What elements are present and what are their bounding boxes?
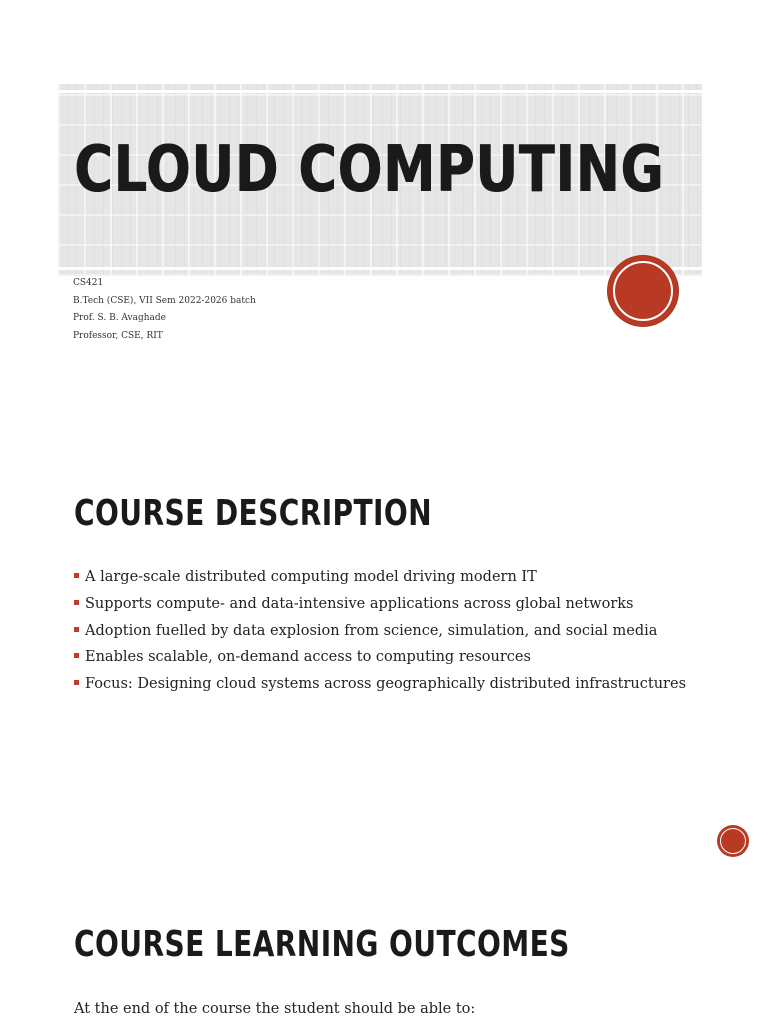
bullet-square-icon <box>74 573 79 578</box>
bullet-square-icon <box>74 600 79 605</box>
decorative-badge-large <box>608 256 678 326</box>
badge-ring <box>720 828 746 854</box>
bullet-text: Enables scalable, on-demand access to computing resources <box>85 649 531 666</box>
program-info: B.Tech (CSE), VII Sem 2022-2026 batch <box>73 295 256 306</box>
bullet-square-icon <box>74 627 79 632</box>
list-item <box>74 673 686 700</box>
bullet-text: Supports compute- and data-intensive applications across global networks <box>85 595 634 612</box>
badge-ring <box>613 261 673 321</box>
bullet-square-icon <box>74 680 79 685</box>
main-title: CLOUD COMPUTING <box>74 133 665 207</box>
banner-bottom-line <box>58 267 702 270</box>
banner-top-line <box>58 90 702 93</box>
course-meta <box>73 275 256 345</box>
list-item <box>74 620 686 647</box>
decorative-badge-small <box>717 825 749 857</box>
instructor-name: Prof. S. B. Avaghade <box>73 313 167 323</box>
bullet-text: A large-scale distributed computing model driving modern IT <box>85 569 537 585</box>
bullet-text: Adoption fuelled by data explosion from science, simulation, and social media <box>85 622 658 639</box>
course-outcomes-heading: COURSE LEARNING OUTCOMES <box>74 924 570 965</box>
bullet-text: Focus: Designing cloud systems across geographically distributed infrastructures <box>85 676 687 693</box>
list-item <box>74 593 686 620</box>
course-description-heading: COURSE DESCRIPTION <box>74 493 433 534</box>
list-item <box>74 566 686 593</box>
course-code: CS421 <box>73 278 104 288</box>
course-description-list <box>74 566 686 700</box>
instructor-designation: Professor, CSE, RIT <box>73 330 163 341</box>
bullet-square-icon <box>74 653 79 658</box>
course-outcomes-intro: At the end of the course the student should be able to: <box>74 1001 476 1017</box>
list-item <box>74 646 686 673</box>
